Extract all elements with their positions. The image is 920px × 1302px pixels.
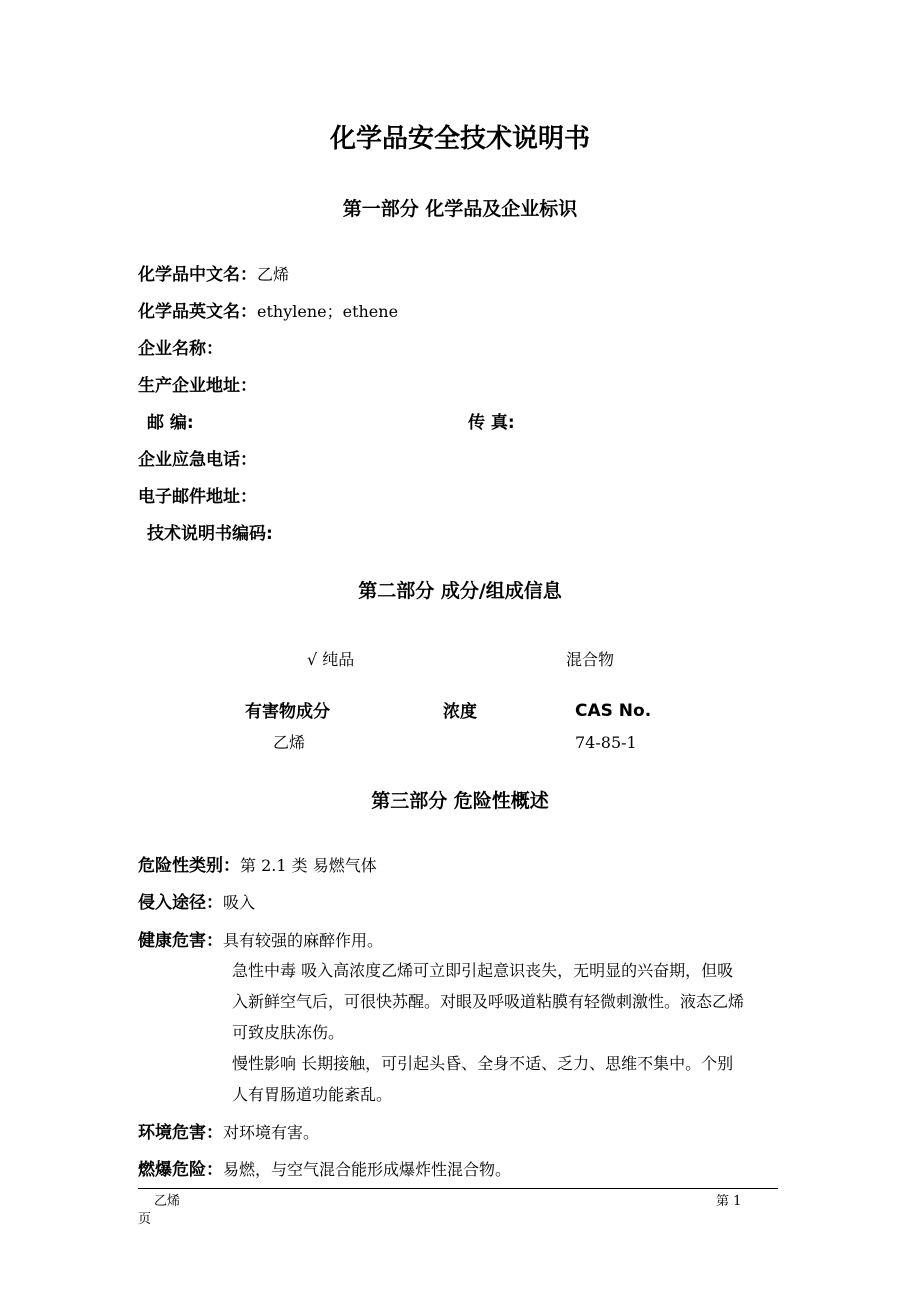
acute-toxicity-line: 入新鲜空气后，可很快苏醒。对眼及呼吸道粘膜有轻微刺激性。液态乙烯 — [232, 992, 745, 1011]
acute-toxicity-line: 急性中毒 吸入高浓度乙烯可立即引起意识丧失，无明显的兴奋期，但吸 — [232, 961, 734, 980]
environment-hazard-label: 环境危害： — [138, 1123, 223, 1143]
footer-page-suffix: 页 — [138, 1212, 152, 1227]
address-label: 生产企业地址： — [138, 376, 257, 396]
footer-product-name: 乙烯 — [154, 1194, 181, 1209]
hazard-category-value: 第 2.1 类 易燃气体 — [240, 856, 377, 875]
health-hazard-value: 具有较强的麻醉作用。 — [223, 931, 384, 950]
document-title: 化学品安全技术说明书 — [329, 124, 590, 154]
exposure-route-label: 侵入途径： — [138, 893, 223, 913]
footer-divider — [138, 1188, 778, 1189]
part2-heading: 第二部分 成分/组成信息 — [358, 580, 562, 602]
mixture-option: 混合物 — [566, 650, 615, 669]
part1-heading: 第一部分 化学品及企业标识 — [342, 198, 578, 220]
fire-hazard-value: 易燃，与空气混合能形成爆炸性混合物。 — [223, 1160, 512, 1179]
fax-label: 传 真: — [468, 413, 515, 433]
cn-name-row — [138, 260, 289, 285]
environment-hazard-value: 对环境有害。 — [223, 1123, 320, 1142]
emergency-phone-label: 企业应急电话： — [138, 450, 257, 470]
part3-heading: 第三部分 危险性概述 — [371, 790, 549, 812]
chronic-effect-line: 慢性影响 长期接触，可引起头昏、全身不适、乏力、思维不集中。个别 — [232, 1054, 734, 1073]
hazard-category-row — [138, 851, 377, 876]
health-hazard-label: 健康危害： — [138, 931, 223, 951]
cn-name-label: 化学品中文名： — [138, 265, 257, 285]
col-concentration-header: 浓度 — [443, 702, 477, 722]
footer-page-number: 第 1 — [716, 1194, 742, 1209]
row-component: 乙烯 — [273, 733, 306, 752]
exposure-route-value: 吸入 — [223, 893, 256, 912]
fire-hazard-label: 燃爆危险： — [138, 1160, 223, 1180]
cn-name-value: 乙烯 — [257, 265, 290, 284]
company-label: 企业名称： — [138, 339, 223, 359]
pure-option: √ 纯品 — [307, 650, 355, 669]
email-label: 电子邮件地址： — [138, 487, 257, 507]
row-cas: 74-85-1 — [575, 733, 637, 752]
en-name-value: ethylene；ethene — [257, 302, 399, 321]
acute-toxicity-line: 可致皮肤冻伤。 — [232, 1023, 345, 1042]
col-cas-header: CAS No. — [575, 701, 652, 721]
en-name-row — [138, 297, 398, 322]
col-component-header: 有害物成分 — [245, 702, 330, 722]
en-name-label: 化学品英文名： — [138, 302, 257, 322]
health-hazard-row — [138, 926, 383, 951]
fire-hazard-row — [138, 1155, 511, 1180]
sds-code-label: 技术说明书编码: — [147, 524, 273, 544]
postcode-label: 邮 编: — [147, 413, 194, 433]
hazard-category-label: 危险性类别： — [138, 856, 240, 876]
exposure-route-row — [138, 888, 255, 913]
chronic-effect-line: 人有胃肠道功能紊乱。 — [232, 1085, 393, 1104]
environment-hazard-row — [138, 1118, 319, 1143]
